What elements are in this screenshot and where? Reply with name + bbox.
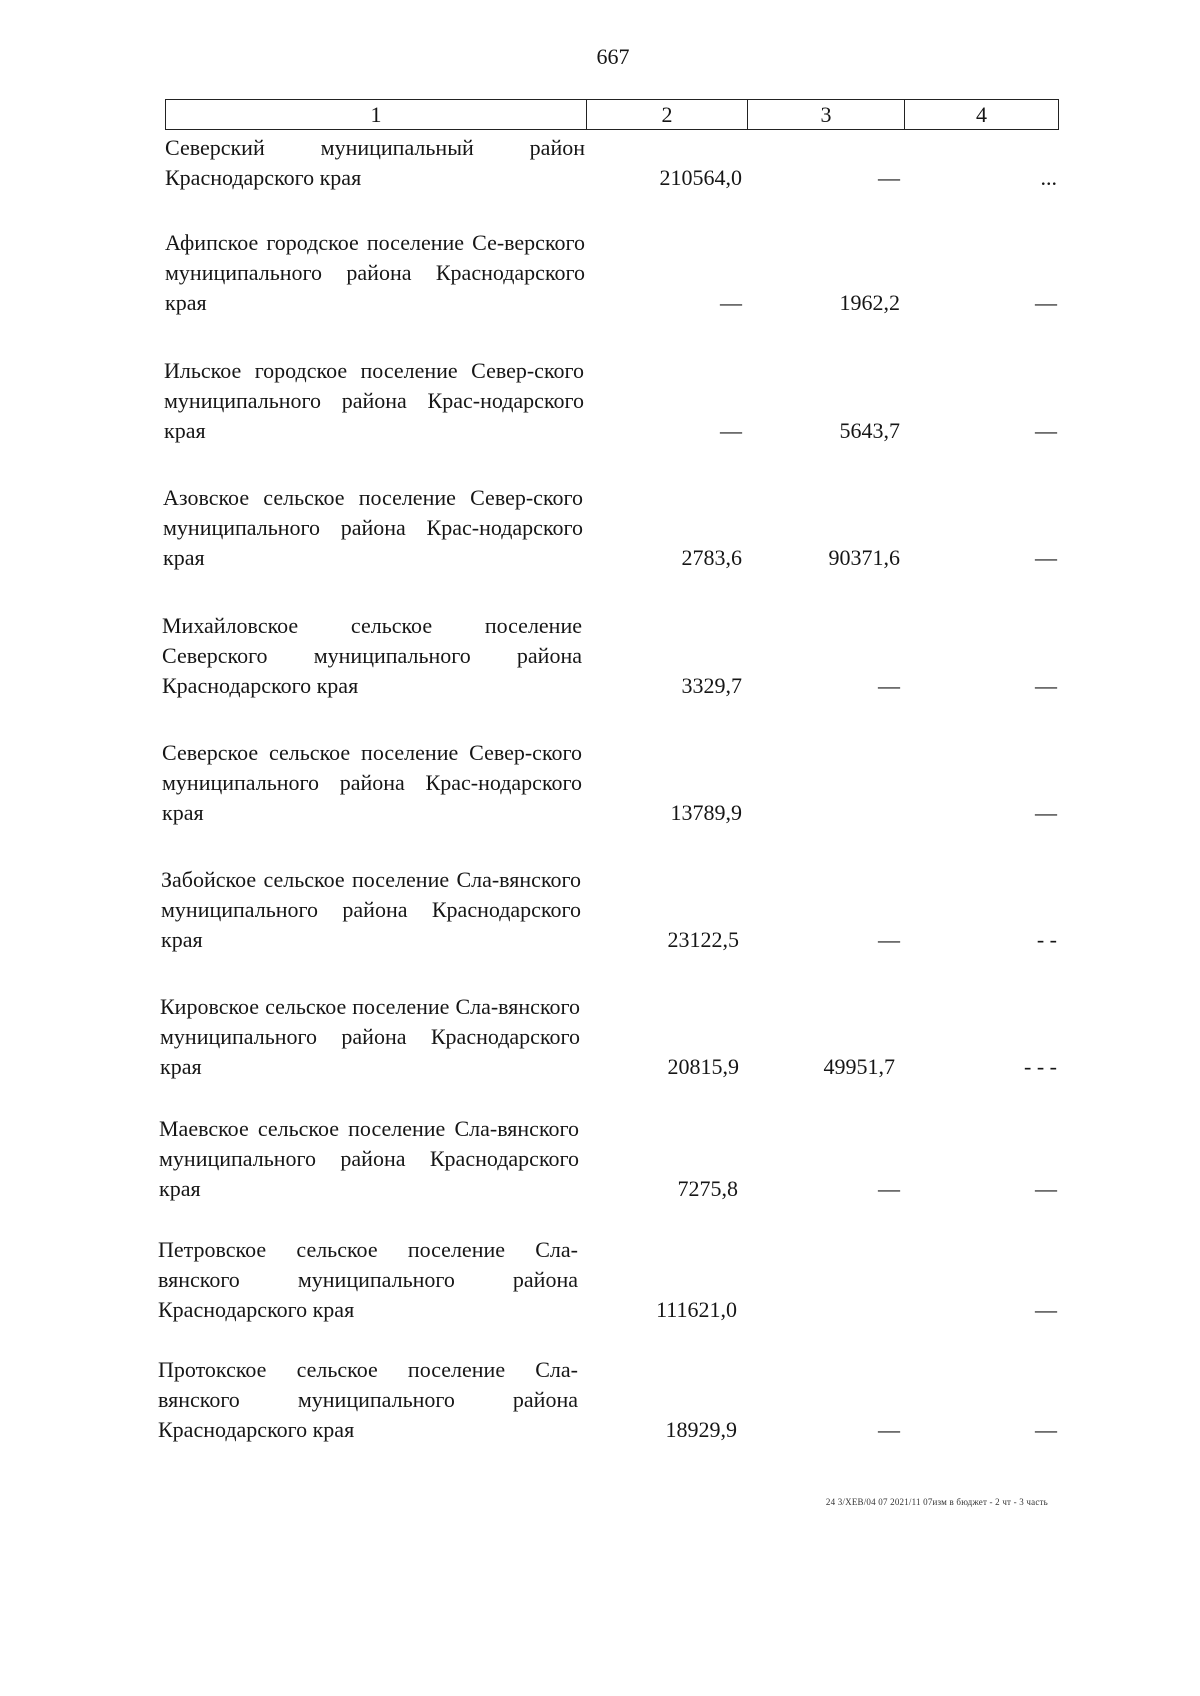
row-col4: - - - xyxy=(1024,1054,1057,1079)
footer-note: 24 3/ХЕВ/04 07 2021/11 07изм в бюджет - 2 чт - 3 часть xyxy=(825,1497,1048,1507)
header-col-3: 3 xyxy=(748,100,905,129)
header-col-2: 2 xyxy=(587,100,748,129)
row-col4: - - xyxy=(1036,927,1057,952)
row-col4: — xyxy=(1035,418,1057,443)
header-col-4: 4 xyxy=(976,102,987,127)
row-name: Петровское сельское поселение Сла-вянского муниципального района Краснодарского края xyxy=(158,1237,578,1322)
row-col3: — xyxy=(878,673,900,698)
page-number: 667 xyxy=(596,44,630,69)
row-name: Ильское городское поселение Север-ского муниципального района Крас-нодарского края xyxy=(164,358,584,443)
row-col3: — xyxy=(878,165,900,190)
row-col4: — xyxy=(1035,290,1057,315)
row-col3: — xyxy=(878,1417,900,1442)
row-col3: 90371,6 xyxy=(828,545,900,570)
row-col2: 111621,0 xyxy=(656,1297,737,1322)
row-col4: — xyxy=(1035,673,1057,698)
row-col3: 49951,7 xyxy=(823,1054,895,1079)
row-col4: — xyxy=(1035,800,1057,825)
row-name: Протокское сельское поселение Сла-вянского муниципального района Краснодарского края xyxy=(158,1357,578,1442)
row-name: Северское сельское поселение Север-ского муниципального района Крас-нодарского края xyxy=(162,740,582,825)
row-col2: 23122,5 xyxy=(667,927,739,952)
row-col3: 1962,2 xyxy=(839,290,900,315)
row-col2: 7275,8 xyxy=(677,1176,738,1201)
row-col4: ... xyxy=(1040,165,1057,190)
row-col3: 5643,7 xyxy=(839,418,900,443)
row-col3: — xyxy=(878,1176,900,1201)
row-col2: — xyxy=(720,418,742,443)
row-col4: — xyxy=(1035,1176,1057,1201)
row-name: Северский муниципальный район Краснодарского края xyxy=(165,135,585,190)
header-col-1: 1 xyxy=(166,100,587,129)
row-col2: 3329,7 xyxy=(681,673,742,698)
row-col2: 13789,9 xyxy=(670,800,742,825)
row-col3: — xyxy=(878,927,900,952)
row-name: Маевское сельское поселение Сла-вянского муниципального района Краснодарского края xyxy=(159,1116,579,1201)
row-col4: — xyxy=(1035,1417,1057,1442)
row-name: Кировское сельское поселение Сла-вянского муниципального района Краснодарского края xyxy=(160,994,580,1079)
row-col4: — xyxy=(1035,545,1057,570)
row-col2: 2783,6 xyxy=(681,545,742,570)
row-col2: 18929,9 xyxy=(665,1417,737,1442)
row-name: Михайловское сельское поселение Северского муниципального района Краснодарского края xyxy=(162,613,582,698)
row-name: Азовское сельское поселение Север-ского муниципального района Крас-нодарского края xyxy=(163,485,583,570)
row-name: Афипское городское поселение Се-верского муниципального района Краснодарского края xyxy=(165,230,585,315)
table-header xyxy=(165,99,1059,130)
row-col4: — xyxy=(1035,1297,1057,1322)
row-col2: 20815,9 xyxy=(667,1054,739,1079)
row-col2: 210564,0 xyxy=(659,165,742,190)
row-col2: — xyxy=(720,290,742,315)
row-name: Забойское сельское поселение Сла-вянского муниципального района Краснодарского края xyxy=(161,867,581,952)
